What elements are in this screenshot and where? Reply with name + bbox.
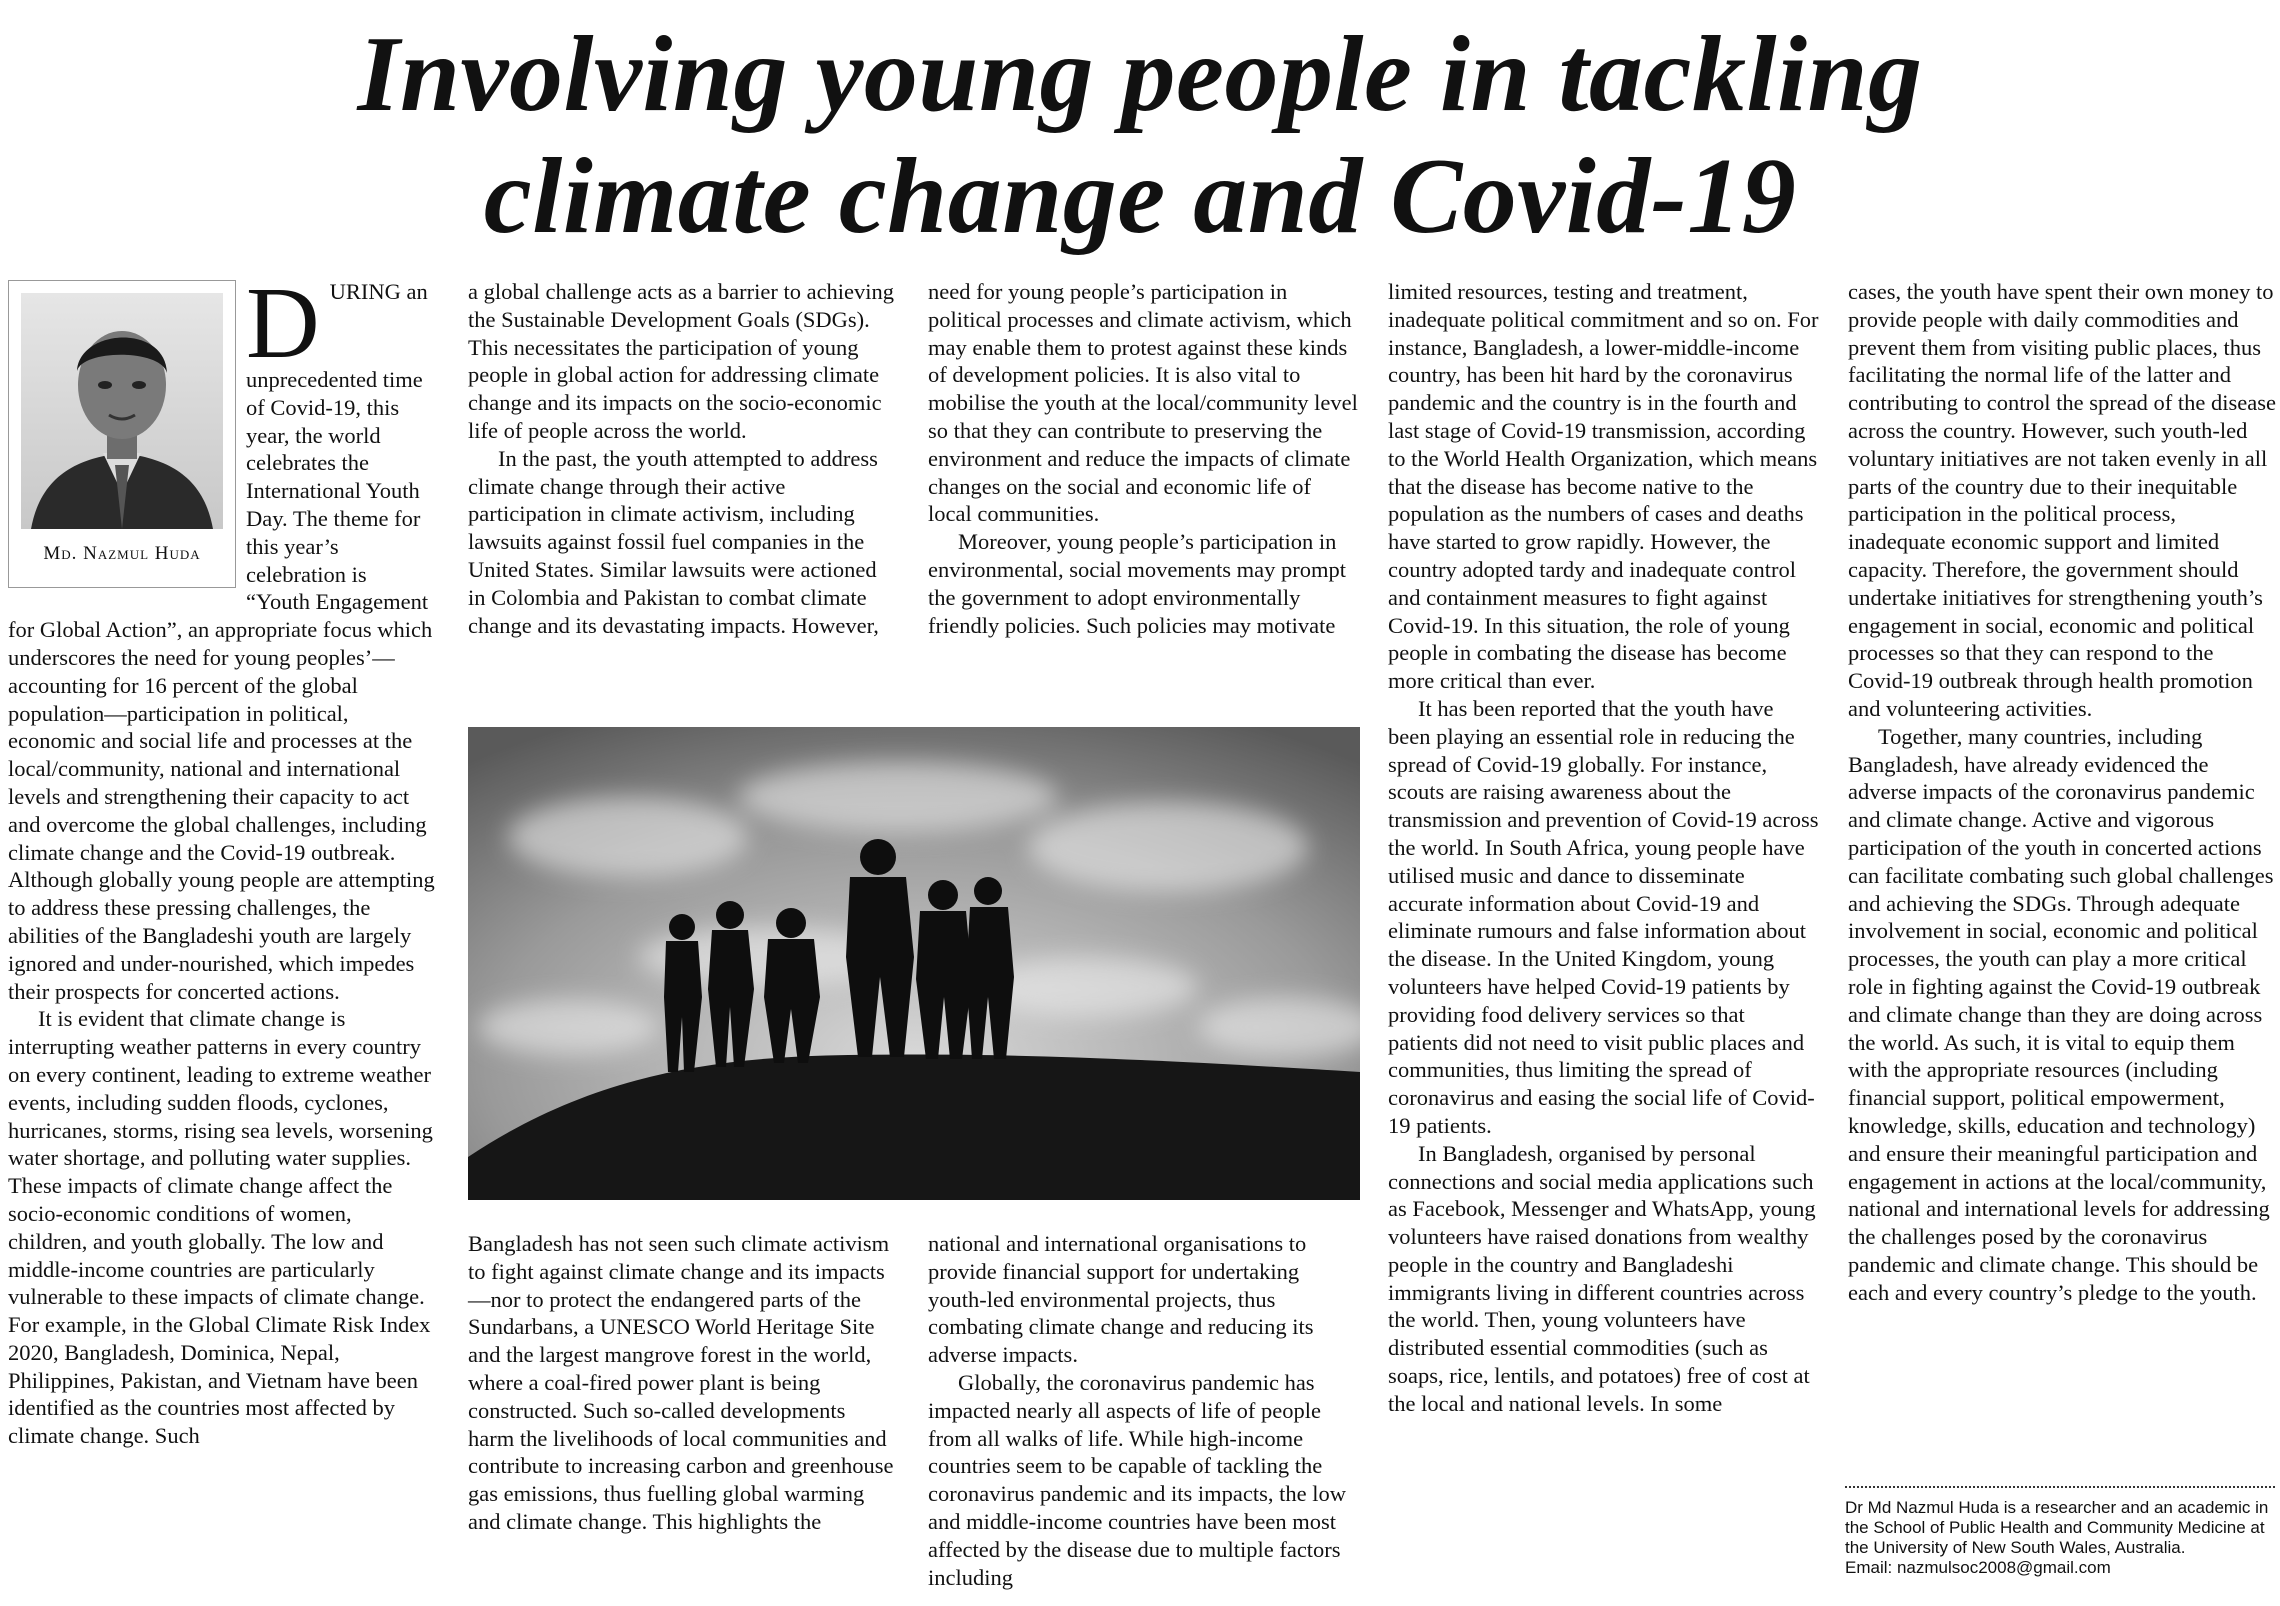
paragraph: a global challenge acts as a barrier to achieving the Sustainable Development Goals (SDGs). This necessitates the participation of young people in global action for addressing climate change and its impacts on the socio-economic life of people across the world.	[468, 279, 895, 443]
article-column-3-top	[928, 278, 1358, 639]
headline-line-2: climate change and Covid-19	[483, 137, 1797, 256]
paragraph: cases, the youth have spent their own money to provide people with daily commodities and prevent them from visiting public places, thus facilitating the normal life of the latter and contributing to control the spread of the disease across the country. However, such youth-led voluntary initiatives are not taken evenly in all parts of the country due to their inequitable participation in the political process, inadequate economic support and limited capacity. Therefore, the government should undertake initiatives for strengthening youth’s engagement in social, economic and political processes so that they can respond to the Covid-19 outbreak through health promotion and volunteering activities.	[1848, 279, 2277, 721]
article-column-4	[1388, 278, 1820, 1418]
silhouette-photo	[468, 727, 1360, 1200]
author-email: Email: nazmulsoc2008@gmail.com	[1845, 1558, 2111, 1577]
paragraph: Globally, the coronavirus pandemic has impacted nearly all aspects of life of people from all walks of life. While high-income countries seem to be capable of tackling the coronavirus pandemic and its impacts, the low and middle-income countries have been most affected by the disease due to multiple factors including	[928, 1369, 1347, 1590]
headline-line-1: Involving young people in tackling	[357, 15, 1923, 134]
youth-silhouette-image	[468, 727, 1360, 1200]
paragraph: In the past, the youth attempted to address climate change through their active participation in climate activism, including lawsuits against fossil fuel companies in the United States. Similar lawsuits were actioned in Colombia and Pakistan to combat climate change and its devastating impacts. However,	[468, 445, 879, 638]
author-caption: Md. Nazmul Huda	[43, 543, 201, 564]
photo-wrap-space	[8, 278, 246, 614]
paragraph: national and international organisations to provide financial support for undertaking youth-led environmental projects, thus combating climate change and reducing its adverse impacts.	[928, 1231, 1314, 1368]
paragraph: limited resources, testing and treatment, inadequate political commitment and so on. For instance, Bangladesh, a lower-middle-income country, has been hit hard by the coronavirus pandemic and the country is in the fourth and last stage of Covid-19 transmission, according to the World Health Organization, which means that the disease has become native to the population as the numbers of cases and deaths have started to grow rapidly. However, the country adopted tardy and inadequate control and containment measures to fight against Covid-19. In this situation, the role of young people in combating the disease has become more critical than ever.	[1388, 279, 1819, 694]
article-column-2-bottom	[468, 1230, 896, 1536]
paragraph: In Bangladesh, organised by personal connections and social media applications such as Facebook, Messenger and WhatsApp, young volunteers have raised donations from wealthy people in the country and Bangladeshi immigrants living in different countries across the world. Then, young volunteers have distributed essential commodities (such as soaps, rice, lentils, and potatoes) free of cost at the local and national levels. In some	[1388, 1140, 1816, 1416]
paragraph: Bangladesh has not seen such climate activism to fight against climate change and its impacts—nor to protect the endangered parts of the Sundarbans, a UNESCO World Heritage Site and the largest mangrove forest in the world, where a coal-fired power plant is being constructed. Such so-called developments harm the livelihoods of local communities and contribute to increasing carbon and greenhouse gas emissions, thus fuelling global warming and climate change. This highlights the	[468, 1231, 894, 1534]
article-column-3-bottom	[928, 1230, 1358, 1591]
paragraph: Moreover, young people’s participation in environmental, social movements may prompt the government to adopt environmentally friendly policies. Such policies may motivate	[928, 529, 1347, 638]
article-column-2-top	[468, 278, 896, 639]
article-headline	[300, 14, 1980, 258]
drop-cap: D	[246, 267, 320, 380]
article-column-5	[1848, 278, 2276, 1306]
author-bio: Dr Md Nazmul Huda is a researcher and an academic in the School of Public Health and Community Medicine at the University of New South Wales, Australia.	[1845, 1498, 2269, 1557]
paragraph: It is evident that climate change is interrupting weather patterns in every country on every continent, leading to extreme weather events, including sudden floods, cyclones, hurricanes, storms, rising sea levels, worsening water shortage, and polluting water supplies. These impacts of climate change affect the socio-economic conditions of women, children, and youth globally. The low and middle-income countries are particularly vulnerable to these impacts of climate change. For example, in the Global Climate Risk Index 2020, Bangladesh, Dominica, Nepal, Philippines, Pakistan, and Vietnam have been identified as the countries most affected by climate change. Such	[8, 1006, 433, 1449]
article-column-1	[8, 267, 436, 1450]
author-footnote	[1845, 1486, 2275, 1578]
paragraph: Together, many countries, including Bangladesh, have already evidenced the adverse impacts of the coronavirus pandemic and climate change. Active and vigorous participation of the youth in concerted actions can facilitate combating such global challenges and achieving the SDGs. Through adequate involvement in social, economic and political processes, the youth can play a more critical role in fighting against the Covid-19 outbreak and climate change than they are doing across the world. As such, it is vital to equip them with the appropriate resources (including financial support, political empowerment, knowledge, skills, education and technology) and ensure their meaningful participation and engagement in actions at the local/community, national and international levels for addressing the challenges posed by the coronavirus pandemic and climate change. This should be each and every country’s pledge to the youth.	[1848, 723, 2274, 1305]
paragraph: need for young people’s participation in political processes and climate activism, which may enable them to protest against these kinds of development policies. It is also vital to mobilise the youth at the local/community level so that they can contribute to preserving the environment and reduce the impacts of climate changes on the social and economic life of local communities.	[928, 279, 1358, 527]
paragraph: URING an unprecedented time of Covid-19, this year, the world celebrates the International Youth Day. The theme for this year’s celebration is “Youth Engagement for Global Action”, an appropriate focus which underscores the need for young peoples’—accounting for 16 percent of the global population—participation in political, economic and social life and processes at the local/community, national and international levels and strengthening their capacity to act and overcome the global challenges, including climate change and the Covid-19 outbreak. Although globally young people are attempting to address these pressing challenges, the abilities of the Bangladeshi youth are largely ignored and under-nourished, which impedes their prospects for concerted actions.	[8, 279, 435, 1004]
paragraph: It has been reported that the youth have been playing an essential role in reducing the spread of Covid-19 globally. For instance, scouts are raising awareness about the transmission and prevention of Covid-19 across the world. In South Africa, young people have utilised music and dance to disseminate accurate information about Covid-19 and eliminate rumours and false information about the disease. In the United Kingdom, young volunteers have helped Covid-19 patients by providing food delivery services so that patients did not need to visit public places and communities, thus limiting the spread of coronavirus and easing the social life of Covid-19 patients.	[1388, 695, 1819, 1138]
